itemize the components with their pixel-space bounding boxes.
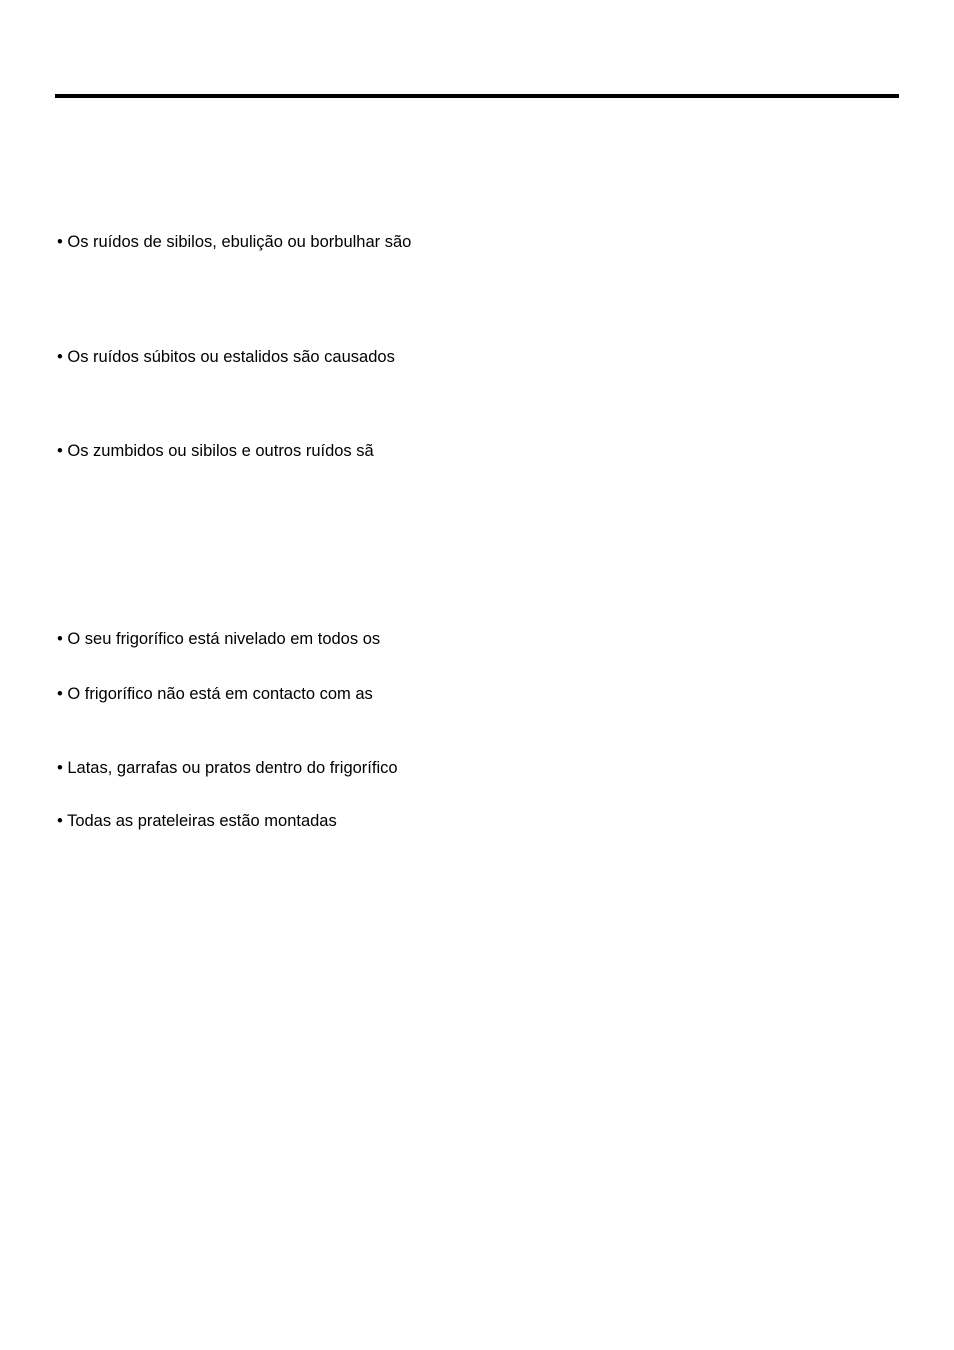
bullet-glyph: • <box>57 233 63 251</box>
bullet-item <box>57 347 395 367</box>
bullet-text: Os ruídos súbitos ou estalidos são causados <box>67 348 395 366</box>
bullet-text: O seu frigorífico está nivelado em todos os <box>67 630 381 648</box>
header-rule <box>55 94 899 98</box>
bullet-glyph: • <box>57 759 63 777</box>
bullet-item <box>57 441 374 461</box>
bullet-glyph: • <box>57 442 63 460</box>
bullet-text: Os zumbidos ou sibilos e outros ruídos sã <box>67 442 374 460</box>
bullet-item <box>57 758 398 778</box>
bullet-glyph: • <box>57 685 63 703</box>
bullet-glyph: • <box>57 630 63 648</box>
bullet-glyph: • <box>57 348 63 366</box>
bullet-item <box>57 232 411 252</box>
bullet-item <box>57 811 337 831</box>
bullet-text: O frigorífico não está em contacto com as <box>67 685 373 703</box>
bullet-text: Latas, garrafas ou pratos dentro do frigorífico <box>67 759 398 777</box>
bullet-item <box>57 629 380 649</box>
bullet-item <box>57 684 373 704</box>
bullet-glyph: • <box>57 812 63 830</box>
bullet-text: Todas as prateleiras estão montadas <box>67 812 337 830</box>
bullet-text: Os ruídos de sibilos, ebulição ou borbulhar são <box>67 233 412 251</box>
